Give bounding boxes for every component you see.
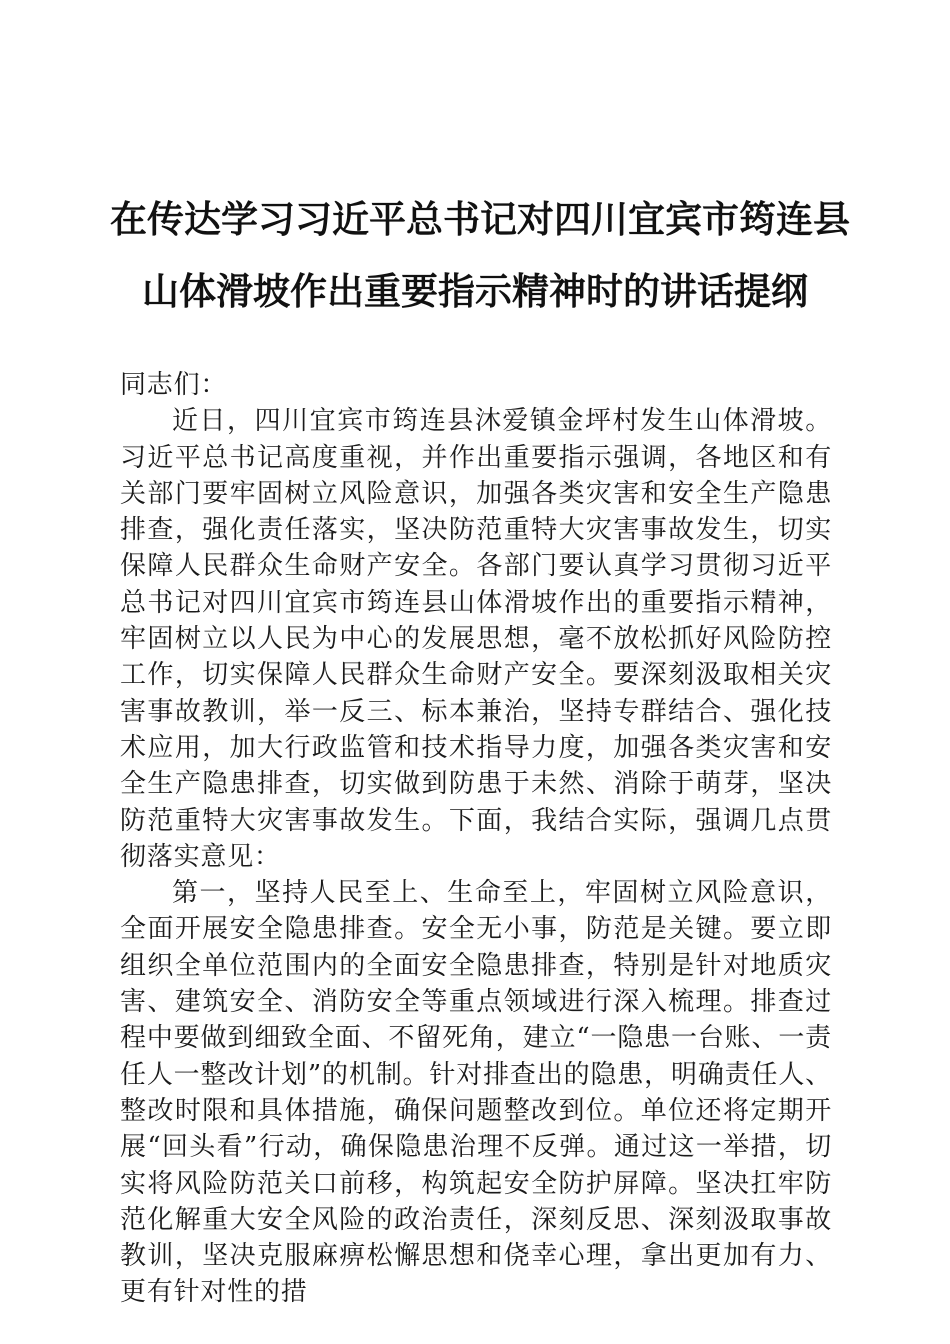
body-paragraph-2: 第一，坚持人民至上、生命至上，牢固树立风险意识，全面开展安全隐患排查。安全无小事，防范是关键。要立即组织全单位范围内的全面安全隐患排查，特别是针对地质灾害、建筑安全、消防安全等重点领域进行深入梳理。排查过程中要做到细致全面、不留死角，建立“一隐患一台账、一责任人一整改计划”的机制。针对排查出的隐患，明确责任人、整改时限和具体措施，确保问题整改到位。单位还将定期开展“回头看”行动，确保隐患治理不反弹。通过这一举措，切实将风险防范关口前移，构筑起安全防护屏障。坚决扛牢防范化解重大安全风险的政治责任，深刻反思、深刻汲取事故教训，坚决克服麻痹松懈思想和侥幸心理，拿出更加有力、更有针对性的措 <box>120 878 832 1308</box>
salutation: 同志们： <box>120 370 228 400</box>
body-paragraph-1: 近日，四川宜宾市筠连县沐爱镇金坪村发生山体滑坡。习近平总书记高度重视，并作出重要指示强调，各地区和有关部门要牢固树立风险意识，加强各类灾害和安全生产隐患排查，强化责任落实，坚决防范重特大灾害事故发生，切实保障人民群众生命财产安全。各部门要认真学习贯彻习近平总书记对四川宜宾市筠连县山体滑坡作出的重要指示精神，牢固树立以人民为中心的发展思想，毫不放松抓好风险防控工作，切实保障人民群众生命财产安全。要深刻汲取相关灾害事故教训，举一反三、标本兼治，坚持专群结合、强化技术应用，加大行政监管和技术指导力度，加强各类灾害和安全生产隐患排查，切实做到防患于未然、消除于萌芽，坚决防范重特大灾害事故发生。下面，我结合实际，强调几点贯彻落实意见： <box>120 406 832 872</box>
document-title-line-1: 在传达学习习近平总书记对四川宜宾市筠连县 <box>110 197 850 241</box>
document-title-line-2: 山体滑坡作出重要指示精神时的讲话提纲 <box>142 269 808 313</box>
document-body <box>120 367 832 1311</box>
